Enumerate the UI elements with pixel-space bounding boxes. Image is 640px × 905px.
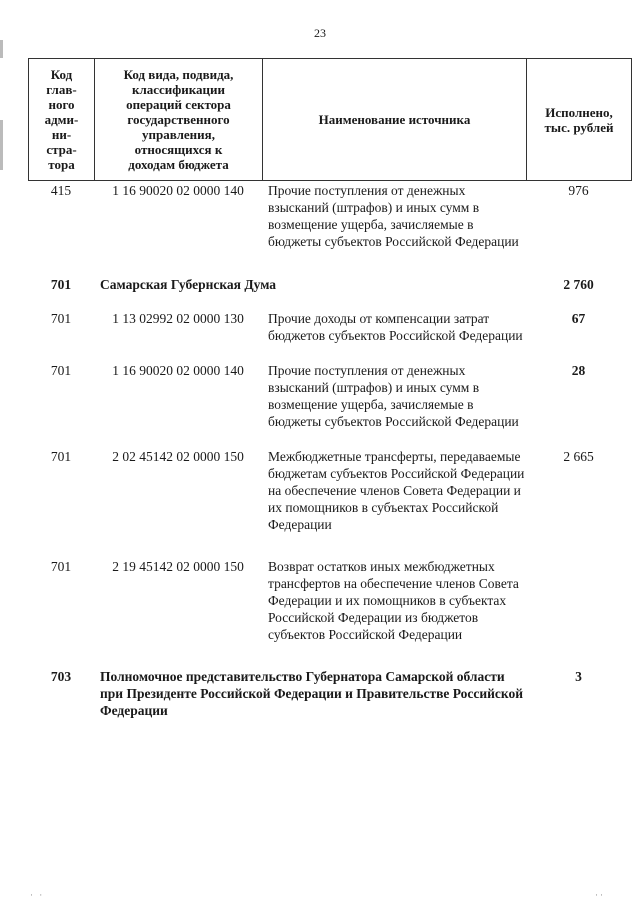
table-header — [28, 58, 632, 181]
scan-edge-mark — [0, 120, 3, 170]
executed-amount: 3 — [575, 669, 582, 684]
admin-code: 701 — [50, 559, 72, 574]
organization-name: Полномочное представительство Губернатора Самарской области при Президенте Российской Федерации и Правительстве Российской Федерации — [100, 669, 524, 718]
table-row-organization — [28, 668, 631, 728]
organization-name: Самарская Губернская Дума — [100, 277, 277, 292]
table-row — [28, 448, 631, 558]
classification-code: 1 13 02992 02 0000 130 — [112, 311, 244, 326]
executed-amount: 67 — [571, 311, 586, 326]
table-row-organization — [28, 268, 631, 310]
classification-code: 1 16 90020 02 0000 140 — [112, 183, 244, 198]
executed-amount — [526, 558, 631, 668]
table-body — [28, 182, 631, 728]
admin-code: 701 — [50, 449, 72, 464]
admin-code: 701 — [50, 311, 72, 326]
admin-code: 703 — [50, 669, 72, 684]
header-admin-code: Код глав- ного адми- ни- стра- тора — [29, 59, 95, 181]
classification-code: 1 16 90020 02 0000 140 — [112, 363, 244, 378]
executed-amount: 2 665 — [563, 449, 594, 464]
classification-code: 2 02 45142 02 0000 150 — [112, 449, 244, 464]
header-executed-amount: Исполнено, тыс. рублей — [527, 59, 632, 181]
scan-artifact: ·· — [595, 890, 605, 900]
admin-code: 701 — [50, 363, 72, 378]
admin-code: 701 — [50, 277, 72, 292]
header-source-name: Наименование источника — [263, 59, 527, 181]
scan-edge-mark — [0, 40, 3, 58]
executed-amount: 976 — [568, 183, 589, 198]
source-name: Прочие доходы от компенсации затрат бюджетов субъектов Российской Федерации — [268, 311, 523, 343]
table-row — [28, 182, 631, 268]
executed-amount: 2 760 — [563, 277, 594, 292]
page-number: 23 — [314, 26, 326, 40]
source-name: Прочие поступления от денежных взысканий (штрафов) и иных сумм в возмещение ущерба, зачисляемые в бюджеты субъектов Российской Федерации — [268, 183, 519, 249]
table-row — [28, 310, 631, 362]
header-classification-code: Код вида, подвида, классификации операций сектора государственного управления, относящихся к доходам бюджета — [95, 59, 263, 181]
scan-artifact: · · — [30, 890, 45, 900]
table-row — [28, 558, 631, 668]
table-row — [28, 362, 631, 448]
source-name: Прочие поступления от денежных взысканий (штрафов) и иных сумм в возмещение ущерба, зачисляемые в бюджеты субъектов Российской Федерации — [268, 363, 519, 429]
admin-code: 415 — [50, 183, 72, 198]
classification-code: 2 19 45142 02 0000 150 — [112, 559, 244, 574]
executed-amount: 28 — [571, 363, 586, 378]
source-name: Межбюджетные трансферты, передаваемые бюджетам субъектов Российской Федерации на обеспечение членов Совета Федерации и их помощников в субъектах Российской Федерации — [268, 449, 525, 532]
source-name: Возврат остатков иных межбюджетных трансфертов на обеспечение членов Совета Федерации и их помощников в субъектах Российской Федерации из бюджетов субъектов Российской Федерации — [268, 559, 519, 642]
